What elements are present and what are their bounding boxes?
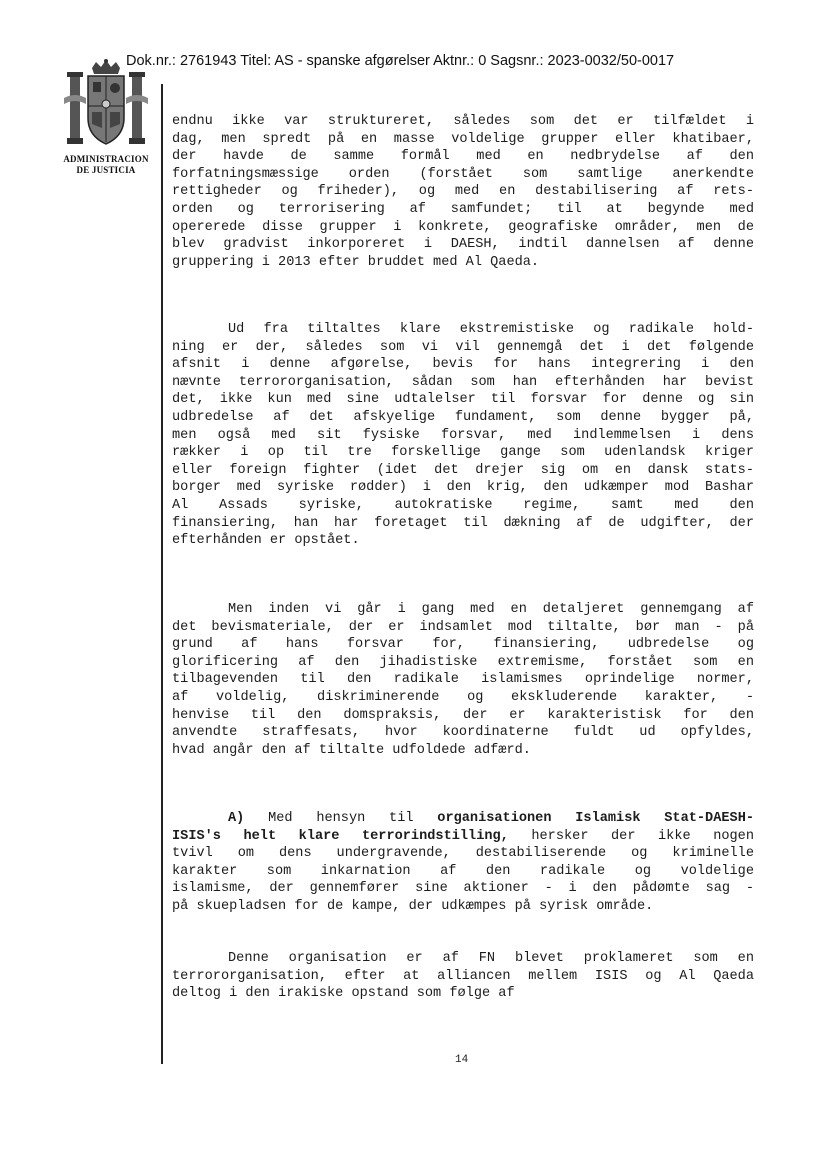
- page-number: 14: [455, 1054, 469, 1066]
- text-line: på skuepladsen for de kampe, der udkæmpes på syrisk område.: [172, 898, 654, 914]
- section-label: A): [228, 811, 245, 826]
- text-line: blev gradvist inkorporeret i DAESH, indtil dannelsen af denne: [172, 237, 754, 253]
- text-line: anvendte straffesats, hvor koordinaterne fuldt ud opfyldes,: [172, 725, 754, 741]
- text-line: [172, 828, 754, 846]
- text-line: rækker i op til tre forskellige gange som udenlandsk kriger: [172, 445, 754, 461]
- text-line: Ud fra tiltaltes klare ekstremistiske og radikale hold-: [228, 322, 754, 337]
- text-line: eller foreign fighter (idet det drejer sig om en dansk stats-: [172, 462, 754, 478]
- text-line: [172, 810, 754, 828]
- text-line: borger med syriske rødder) i den krig, den udkæmper mod Bashar: [172, 480, 754, 496]
- logo-text-line2: DE JUSTICIA: [76, 165, 136, 175]
- text-line: grund af hans forsvar for, finansiering, udbredelse og: [172, 637, 754, 653]
- text-line: udbredelse af det afskyelige fundament, som denne bygger på,: [172, 409, 754, 425]
- text-line: islamisme, der gennemfører sine aktioner - i den pådømte sag -: [172, 881, 754, 897]
- text-run: hersker der ikke nogen: [508, 828, 754, 844]
- emphasis-text: organisationen Islamisk Stat-DAESH-: [437, 811, 755, 826]
- text-line: rettigheder og friheder), og med en destabilisering af rets-: [172, 184, 754, 200]
- text-line: tvivl om dens undergravende, destabiliserende og kriminelle: [172, 846, 754, 862]
- text-line: henvise til den domspraksis, der er karakteristisk for den: [172, 707, 754, 723]
- text-line: orden og terrorisering af samfundet; til at begynde med: [172, 201, 754, 217]
- text-line: endnu ikke var struktureret, således som det er tilfældet i: [172, 114, 754, 129]
- paragraph-5: [172, 950, 754, 1003]
- document-header: Dok.nr.: 2761943 Titel: AS - spanske afgørelser Aktnr.: 0 Sagsnr.: 2023-0032/50-0017: [126, 53, 675, 69]
- paragraph-3: [172, 601, 754, 759]
- text-line: afsnit i denne afgørelse, bevis for hans integrering i den: [172, 357, 754, 373]
- text-line: terrororganisation, efter at alliancen mellem ISIS og Al Qaeda: [172, 968, 754, 984]
- paragraph-4: [172, 810, 754, 916]
- text-line: det, ikke kun med sine udtalelser til forsvar for denne og sin: [172, 392, 754, 408]
- paragraph-2: [172, 321, 754, 550]
- text-line: af voldelig, diskriminerende og ekskluderende karakter, -: [172, 689, 754, 705]
- paragraph-1: [172, 113, 754, 271]
- text-line: tilbagevenden til den radikale islamismes oprindelige normer,: [172, 672, 754, 688]
- coat-of-arms-logo: [58, 58, 154, 186]
- logo-text-line1: ADMINISTRACION: [63, 154, 149, 164]
- text-line: Denne organisation er af FN blevet proklameret som en: [228, 951, 754, 966]
- coat-of-arms-icon: [58, 58, 154, 154]
- text-run: Med hensyn til: [244, 811, 438, 826]
- text-line: ning er der, således som vi vil gennemgå det i det følgende: [172, 339, 754, 355]
- margin-rule: [161, 84, 163, 1064]
- text-line: der havde de samme formål med en nedbrydelse af den: [172, 149, 754, 165]
- text-line: deltog i den irakiske opstand som følge af: [172, 986, 515, 1002]
- text-line: hvad angår den af tiltalte udfoldede adfærd.: [172, 742, 531, 758]
- text-line: Men inden vi går i gang med en detaljeret gennemgang af: [228, 602, 754, 617]
- text-line: men også med sit fysiske forsvar, med indlemmelsen i dens: [172, 427, 754, 443]
- text-line: dag, men spredt på en masse voldelige grupper eller khatibaer,: [172, 131, 754, 147]
- text-line: forfatningsmæssige orden (forstået som samtlige anerkendte: [172, 166, 754, 182]
- text-line: efterhånden er opstået.: [172, 533, 360, 549]
- text-line: det bevismateriale, der er indsamlet mod tiltalte, bør man - på: [172, 619, 754, 635]
- text-line: opererede disse grupper i konkrete, geografiske områder, men de: [172, 219, 754, 235]
- text-line: nævnte terrororganisation, sådan som han efterhånden har bevist: [172, 374, 754, 390]
- text-line: karakter som inkarnation af den radikale og voldelige: [172, 863, 754, 879]
- emphasis-text: ISIS's helt klare terrorindstilling,: [172, 828, 509, 844]
- text-line: glorificering af den jihadistiske extremisme, forstået som en: [172, 654, 754, 670]
- text-line: gruppering i 2013 efter bruddet med Al Qaeda.: [172, 254, 540, 270]
- text-line: Al Assads syriske, autokratiske regime, samt med den: [172, 497, 754, 513]
- text-line: finansiering, han har foretaget til dækning af de udgifter, der: [172, 515, 754, 531]
